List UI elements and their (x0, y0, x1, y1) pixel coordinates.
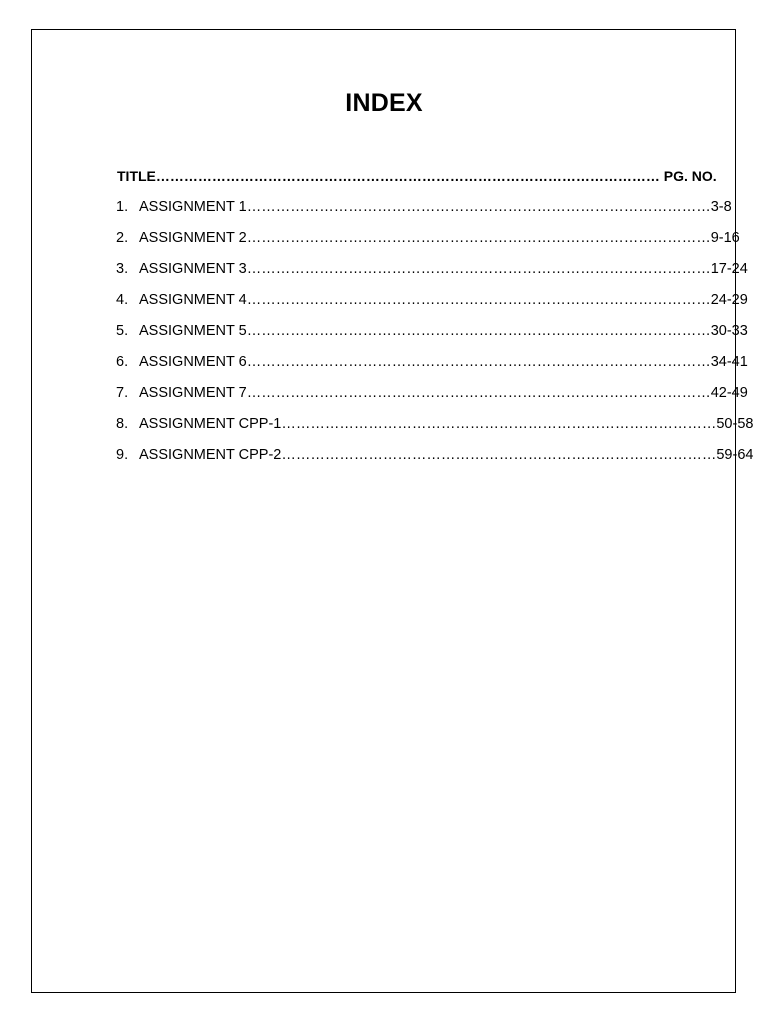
toc-entry-number: 4. (116, 292, 129, 308)
toc-entry-pages: 42-49 (710, 385, 748, 401)
toc-entry-1 (116, 199, 732, 230)
toc-entry-3 (116, 261, 748, 292)
toc-entry-8 (116, 416, 754, 447)
toc-entry-title: ASSIGNMENT 6…………………………………………………………………………………… (139, 354, 711, 370)
toc-entry-2 (116, 230, 740, 261)
toc-entry-number: 9. (116, 447, 129, 463)
toc-entry-number: 8. (116, 416, 129, 432)
toc-entry-number: 5. (116, 323, 129, 339)
toc-entry-title: ASSIGNMENT 7…………………………………………………………………………………… (139, 385, 711, 401)
toc-entry-pages: 24-29 (710, 292, 748, 308)
toc-entry-title: ASSIGNMENT 2…………………………………………………………………………………… (139, 230, 711, 246)
toc-entry-number: 6. (116, 354, 129, 370)
toc-entry-number: 3. (116, 261, 129, 277)
toc-entry-number: 7. (116, 385, 129, 401)
toc-entry-4 (116, 292, 748, 323)
toc-entry-title: ASSIGNMENT CPP-2……………………………………………………………………………… (139, 447, 717, 463)
toc-entry-title: ASSIGNMENT 1…………………………………………………………………………………… (139, 199, 711, 215)
page-title: INDEX (345, 89, 423, 117)
toc-entry-pages: 34-41 (710, 354, 748, 370)
toc-entry-pages: 59-64 (716, 447, 754, 463)
toc-entry-pages: 30-33 (710, 323, 748, 339)
toc-entry-title: ASSIGNMENT 5…………………………………………………………………………………… (139, 323, 711, 339)
toc-entry-pages: 50-58 (716, 416, 754, 432)
toc-entry-pages: 17-24 (710, 261, 748, 277)
toc-entry-7 (116, 385, 748, 416)
toc-entry-title: ASSIGNMENT 3…………………………………………………………………………………… (139, 261, 711, 277)
toc-entry-6 (116, 354, 748, 385)
toc-entry-5 (116, 323, 748, 354)
toc-header: TITLE……………………………………………………………………………………………… PG. NO. (117, 168, 717, 184)
toc-entry-number: 1. (116, 199, 129, 215)
toc-list (116, 199, 754, 478)
toc-entry-title: ASSIGNMENT 4…………………………………………………………………………………… (139, 292, 711, 308)
toc-entry-pages: 3-8 (710, 199, 732, 215)
toc-entry-title: ASSIGNMENT CPP-1……………………………………………………………………………… (139, 416, 717, 432)
toc-entry-pages: 9-16 (710, 230, 740, 246)
toc-entry-9 (116, 447, 754, 478)
toc-entry-number: 2. (116, 230, 129, 246)
